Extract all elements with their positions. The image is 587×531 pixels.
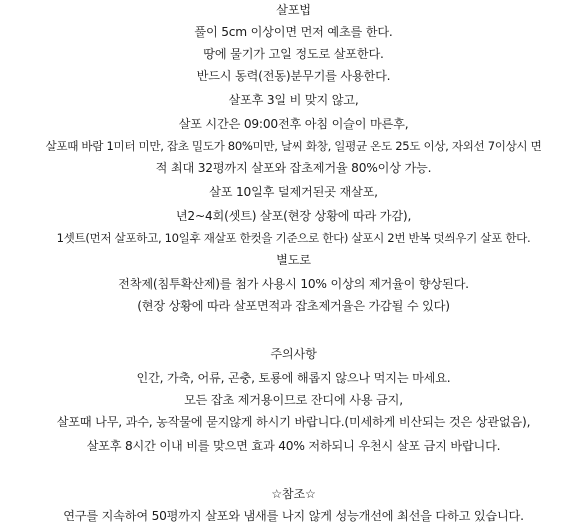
text-line: 1셋트(먼저 살포하고, 10일후 재살포 한컷을 기준으로 한다) 살포시 2번 반복 덧씌우기 살포 한다. xyxy=(56,231,531,245)
text-line: 인간, 가축, 어류, 곤충, 토룡에 해롭지 않으나 먹지는 마세요. xyxy=(136,371,451,385)
text-line: 살포때 나무, 과수, 농작물에 묻지않게 하시기 바랍니다.(미세하게 비산되는 것은 상관없음), xyxy=(56,415,531,429)
text-line: 살포때 바람 1미터 미만, 잡초 밀도가 80%미만, 날씨 화창, 일평균 온도 25도 이상, 자외선 7이상시 면 xyxy=(45,139,542,153)
text-line: 살포후 8시간 이내 비를 맞으면 효과 40% 저하되니 우천시 살포 금지 바랍니다. xyxy=(86,439,501,453)
text-line: 연구를 지속하여 50평까지 살포와 냄새를 나지 않게 성능개선에 최선을 다하고 있습니다. xyxy=(63,509,524,523)
section-title-reference: ☆참조☆ xyxy=(271,487,316,501)
section-title-separately: 별도로 xyxy=(276,253,311,267)
text-line: 반드시 동력(전동)분무기를 사용한다. xyxy=(196,69,391,83)
text-line: 살포 10일후 덜제거된곳 재살포, xyxy=(209,185,378,199)
text-line: 살포 시간은 09:00전후 아침 이슬이 마른후, xyxy=(178,117,409,131)
text-line: (현장 상황에 따라 살포면적과 잡초제거율은 가감될 수 있다) xyxy=(137,299,450,313)
text-line: 년2~4회(셋트) 살포(현장 상황에 따라 가감), xyxy=(175,209,412,223)
text-line: 풀이 5cm 이상이면 먼저 예초를 한다. xyxy=(194,25,393,39)
text-line: 모든 잡초 제거용이므로 잔디에 사용 금지, xyxy=(184,393,403,407)
text-line: 땅에 물기가 고일 정도로 살포한다. xyxy=(203,47,384,61)
section-title-spray-method: 살포법 xyxy=(276,3,311,17)
section-title-precautions: 주의사항 xyxy=(270,347,317,361)
text-line: 전착제(침투확산제)를 첨가 사용시 10% 이상의 제거율이 향상된다. xyxy=(118,277,469,291)
text-line: 적 최대 32평까지 살포와 잡초제거율 80%이상 가능. xyxy=(155,161,432,175)
text-line: 살포후 3일 비 맞지 않고, xyxy=(228,93,359,107)
